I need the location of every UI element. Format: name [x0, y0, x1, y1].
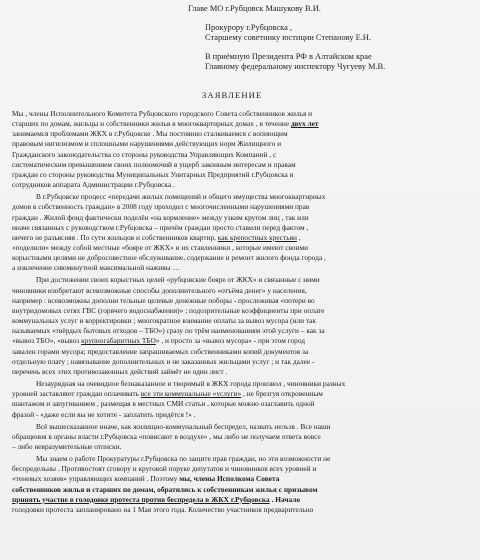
document-body	[12, 109, 466, 515]
addressee-prosecutor-line-2: Старшему советнику юстиции Степанову Е.Н.	[205, 33, 371, 43]
text-line: иначе связанных с руководством г.Рубцовска – причём граждан просто ставили перед фактом ,	[12, 222, 309, 232]
text-line: называемых «твёрдых бытовых отходов – ТБО») сразу по трём наименованиям этой услуги – как за	[12, 326, 325, 336]
paragraph-4	[12, 379, 466, 420]
text-run: «вывоз ТБО», «вывоз	[12, 336, 82, 346]
text-line: домов в собственность граждан» в 2008 году проходил с многочисленными нарушениями прав	[12, 202, 310, 212]
text-line: правовым нигилизмом и сплошными нарушениями действующих норм Жилищного и	[12, 139, 282, 149]
text-run: уровней заставляют граждан оплачивать	[12, 389, 141, 399]
text-line: чиновники изобретают всевозможные способы дополнительного «отъёма денег» у населения,	[12, 285, 307, 295]
text-line: занимаемся проблемами ЖКХ в г.Рубцовске . Мы постоянно сталкиваемся с вопиющим	[12, 129, 288, 139]
text-line: Гражданского законодательства со стороны руководства Управляющих Компаний , с	[12, 149, 277, 159]
text-line: При достижении своих корыстных целей «рубцовские бояре от ЖКХ» и связанные с ними	[36, 275, 320, 285]
text-line: беспредельны . Противостоят сговору и круговой поруке депутатов и чиновников всех уровней и	[12, 464, 317, 474]
underlined-text: все эти коммунальные «услуги»	[140, 389, 242, 399]
text-line: внутридомовых сетях ГВС (горячего водоснабжения)» ; подозрительные коэффициенты при оплате	[12, 305, 325, 315]
paragraph-3	[12, 275, 466, 377]
text-line: голодовки протеста запланировано на 1 Мая этого года. Количество участников предварительно	[12, 504, 314, 514]
text-line: граждан со стороны руководства Муниципальных Унитарных Предприятий г.Рубцовска и	[12, 169, 294, 179]
paragraph-2	[12, 192, 466, 273]
underlined-text: крупногабаритных ТБО	[81, 336, 156, 346]
text-line: завален горами мусора; предоставление запрашиваемых собственниками копий документов за	[12, 346, 309, 356]
text-line: сотрудников аппарата Администрации г.Рубцовска .	[12, 180, 175, 190]
text-line: отдельную плату ; навязывание дополнительных и не заказанных жильцами услуг ; и так далее -	[12, 356, 315, 366]
text-line: граждан . Жилой фонд фактически поделён «на кормление» между узким кругом лиц , так или	[12, 212, 309, 222]
text-line	[12, 389, 466, 399]
text-line: коммунальных услуг и корректировки ; многократное взимание оплаты за вывоз мусора (или так	[12, 316, 316, 326]
addressee-president-line-2: Главному федеральному инспектору Чугуеву М.В.	[205, 62, 386, 72]
text-line: – либо невразумительные отписки.	[12, 441, 122, 451]
text-line: Мы знаем о работе Прокуратуры г.Рубцовска по защите прав граждан, но эти возможности не	[36, 454, 331, 464]
text-line: В г.Рубцовске процесс «передачи жилых помещений и общего имущества многоквартирных	[36, 192, 326, 202]
addressee-head-of-city: Главе МО г.Рубцовск Машукову В.И.	[188, 4, 321, 13]
addressee-prosecutor-line-1: Прокурору г.Рубцовска ,	[205, 22, 293, 32]
text-line: корыстными целями не добросовестное обслуживание, содержание и ремонт жилого фонда города ,	[12, 253, 326, 263]
paragraph-1	[12, 109, 466, 190]
underlined-text: двух лет	[290, 119, 319, 129]
text-line	[12, 336, 466, 346]
text-line: обращения в органы власти г.Рубцовска «повисают в воздухе» , мы либо не получаем ответа вовсе	[12, 431, 321, 441]
text-run: » , и просто за «вывоз мусора» - при этом город	[155, 336, 306, 346]
text-line: Мы , члены Исполнительного Комитета Рубцовского городского Совета собственников жилья и	[12, 108, 313, 118]
text-run: «теневых хозяев» управляющих компаний . Поэтому	[12, 474, 180, 484]
bold-text-line: собственников жилья и старших по домам, обратились к собственникам жилья с призывом	[12, 484, 318, 494]
paragraph-5	[12, 422, 466, 452]
bold-underlined-text: принять участие в голодовке протеста против беспредела в ЖКХ г.Рубцовска	[12, 494, 270, 504]
text-run: ,	[296, 232, 301, 242]
text-line	[12, 119, 466, 129]
text-line	[12, 474, 466, 484]
text-line: шантажом и запугиванием , размещая в местных СМИ статьи , которые можно озаглавить одной	[12, 399, 315, 409]
addressee-president-office	[205, 52, 466, 73]
text-line: Незаурядная на очевидное безнаказанное и творимый в ЖКХ города произвол , чиновники разных	[36, 379, 346, 389]
paragraph-6	[12, 454, 466, 515]
text-run: , не брезгуя откровенным	[241, 389, 323, 399]
text-line	[12, 495, 466, 505]
text-line: «поделили» между собой местные «бояре от ЖКХ» и их ставленники , которые имеют своими	[12, 243, 309, 252]
text-run: старших по домам, жильцы и собственники жилья в многоквартирных домах , в течение	[12, 119, 291, 129]
bold-text: мы, члены Исполкома Совета	[179, 474, 280, 484]
text-line: а извлечение сиюминутной максимальной наживы …	[12, 263, 180, 273]
text-line	[12, 233, 466, 243]
text-line: фразой - «даже если вы не хотите - заплатить придётся !» .	[12, 409, 196, 419]
text-run: ничего не разъясняя . По сути жильцов и собственников квартир,	[12, 232, 218, 242]
document-title: ЗАЯВЛЕНИЕ	[202, 89, 263, 100]
text-line: Всё вышесказанное иначе, как жилищно-коммунальный беспредел, назвать нельзя . Все наши	[36, 421, 331, 431]
bold-text: . Начало	[269, 494, 300, 504]
addressee-prosecutor	[205, 23, 466, 44]
addressee-president-line-1: В приёмную Президента РФ в Алтайском крае	[205, 51, 372, 61]
text-line: например : всевозможны дополни тельные целевые денежные поборы - прослеживая «потери во	[12, 295, 315, 305]
text-line: систематическим превышением своих полномочий в ущерб законным интересам и правам	[12, 159, 296, 169]
underlined-text: как крепостных крестьян	[217, 232, 297, 242]
text-line: перечень всех этих противозаконных действий займёт не один лист .	[12, 366, 228, 376]
